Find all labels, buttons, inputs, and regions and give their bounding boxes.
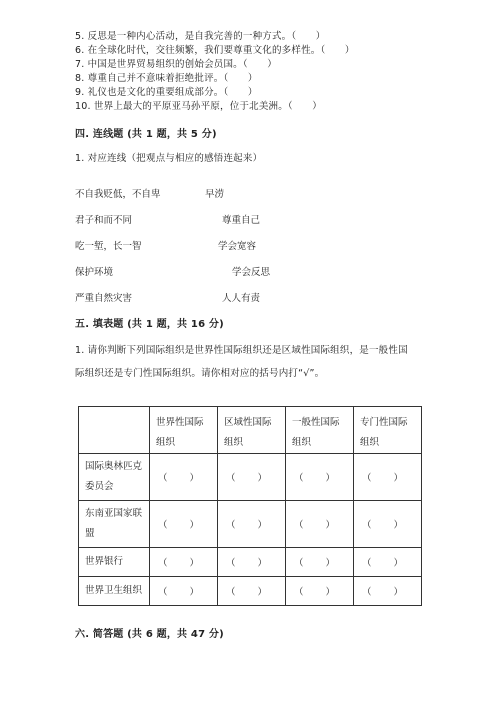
tf-item-9: 9. 礼仪也是文化的重要组成部分。（ ） <box>75 87 258 98</box>
table-row <box>79 454 422 501</box>
answer-cell[interactable]: （ ） <box>150 548 218 577</box>
table-row-label: 世界银行 <box>79 548 150 577</box>
answer-cell[interactable]: （ ） <box>218 577 286 606</box>
answer-cell[interactable]: （ ） <box>286 548 354 577</box>
answer-cell[interactable]: （ ） <box>150 454 218 501</box>
table-header-row <box>79 407 422 454</box>
section-5-question-line-1: 1. 请你判断下列国际组织是世界性国际组织还是区域性国际组织，是一般性国 <box>75 345 408 356</box>
table-corner-cell <box>79 407 150 454</box>
match-left-item-4: 保护环境 <box>75 267 114 278</box>
answer-cell[interactable]: （ ） <box>218 548 286 577</box>
match-right-item-1: 早涝 <box>205 189 225 200</box>
tf-item-8: 8. 尊重自己并不意味着拒绝批评。（ ） <box>75 73 258 84</box>
tf-item-10: 10. 世界上最大的平原亚马孙平原，位于北美洲。（ ） <box>75 101 322 112</box>
answer-cell[interactable]: （ ） <box>150 577 218 606</box>
table-header-cell: 专门性国际 组织 <box>354 407 422 454</box>
section-5-question-line-2: 际组织还是专门性国际组织。请你相对应的括号内打“√”。 <box>75 368 325 379</box>
answer-cell[interactable]: （ ） <box>354 501 422 548</box>
match-left-item-3: 吃一堑，长一智 <box>75 241 142 252</box>
answer-cell[interactable]: （ ） <box>286 501 354 548</box>
tf-item-6: 6. 在全球化时代，交往频繁，我们要尊重文化的多样性。（ ） <box>75 45 355 56</box>
answer-cell[interactable]: （ ） <box>354 577 422 606</box>
answer-cell[interactable]: （ ） <box>286 577 354 606</box>
match-left-item-2: 君子和而不同 <box>75 215 133 226</box>
table-row-label: 世界卫生组织 <box>79 577 150 606</box>
classification-table <box>78 406 422 606</box>
answer-cell[interactable]: （ ） <box>150 501 218 548</box>
section-4-title: 四. 连线题 (共 1 题，共 5 分) <box>75 129 217 140</box>
section-4-question: 1. 对应连线（把观点与相应的感悟连起来） <box>75 153 263 164</box>
table-row <box>79 501 422 548</box>
table-row <box>79 577 422 606</box>
section-6-title: 六. 简答题 (共 6 题，共 47 分) <box>75 629 224 640</box>
answer-cell[interactable]: （ ） <box>354 454 422 501</box>
match-left-item-5: 严重自然灾害 <box>75 293 133 304</box>
answer-cell[interactable]: （ ） <box>354 548 422 577</box>
table-row <box>79 548 422 577</box>
table-header-cell: 世界性国际 组织 <box>150 407 218 454</box>
match-right-item-4: 学会反思 <box>232 267 271 278</box>
table-header-cell: 区域性国际 组织 <box>218 407 286 454</box>
tf-item-5: 5. 反思是一种内心活动，是自我完善的一种方式。（ ） <box>75 31 326 42</box>
answer-cell[interactable]: （ ） <box>286 454 354 501</box>
table-row-label: 国际奥林匹克 委员会 <box>79 454 150 501</box>
tf-item-7: 7. 中国是世界贸易组织的创始会员国。（ ） <box>75 59 277 70</box>
table-header-cell: 一般性国际 组织 <box>286 407 354 454</box>
answer-cell[interactable]: （ ） <box>218 454 286 501</box>
section-5-title: 五. 填表题 (共 1 题，共 16 分) <box>75 319 224 330</box>
match-left-item-1: 不自我贬低，不自卑 <box>75 189 161 200</box>
match-right-item-5: 人人有责 <box>222 293 261 304</box>
match-right-item-2: 尊重自己 <box>222 215 261 226</box>
table-row-label: 东南亚国家联 盟 <box>79 501 150 548</box>
answer-cell[interactable]: （ ） <box>218 501 286 548</box>
match-right-item-3: 学会宽容 <box>218 241 257 252</box>
